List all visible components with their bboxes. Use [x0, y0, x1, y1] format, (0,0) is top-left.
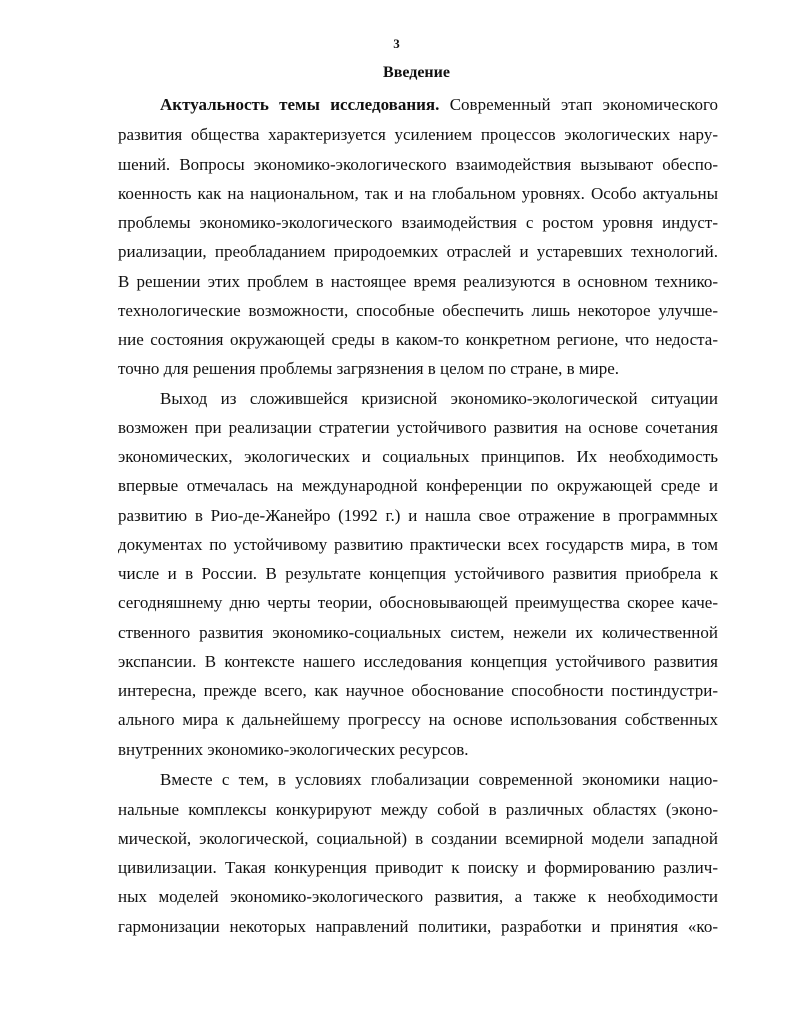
paragraph-3-line-5: ных моделей экономико-экологического развития, а также к необходимости [118, 887, 718, 906]
paragraph-2-line-7: числе и в России. В результате концепция устойчивого развития приобрела к [118, 564, 718, 583]
paragraph-2-line-11: интересна, прежде всего, как научное обоснование способности постиндустри- [118, 681, 718, 700]
paragraph-1-line-1 [160, 95, 718, 115]
paragraph-2-line-6: документах по устойчивому развитию практически всех государств мира, в том [118, 535, 718, 554]
paragraph-2-line-10: экспансии. В контексте нашего исследования концепция устойчивого развития [118, 652, 718, 671]
paragraph-1-line-8: технологические возможности, способные обеспечить лишь некоторое улучше- [118, 301, 718, 320]
paragraph-1-line-6: риализации, преобладанием природоемких отраслей и устаревших технологий. [118, 242, 718, 261]
paragraph-1-first-rest: Современный этап экономического [439, 95, 718, 114]
page-number: 3 [393, 36, 400, 51]
paragraph-1-line-7: В решении этих проблем в настоящее время реализуются в основном технико- [118, 272, 718, 291]
paragraph-1-line-10: точно для решения проблемы загрязнения в целом по стране, в мире. [118, 359, 620, 378]
paragraph-2-line-13: внутренних экономико-экологических ресурсов. [118, 740, 469, 759]
paragraph-1-line-9: ние состояния окружающей среды в каком-то конкретном регионе, что недоста- [118, 330, 718, 349]
paragraph-1-line-5: проблемы экономико-экологического взаимодействия с ростом уровня индуст- [118, 213, 718, 232]
paragraph-3-line-1: Вместе с тем, в условиях глобализации современной экономики нацио- [160, 770, 718, 789]
paragraph-1-line-4: коенность как на национальном, так и на глобальном уровнях. Особо актуальны [118, 184, 718, 203]
paragraph-3-line-4: цивилизации. Такая конкуренция приводит к поиску и формированию различ- [118, 858, 718, 877]
paragraph-3-line-3: мической, экологической, социальной) в создании всемирной модели западной [118, 829, 718, 848]
paragraph-2-line-4: впервые отмечалась на международной конференции по окружающей среде и [118, 476, 718, 495]
paragraph-1-bold-lead: Актуальность темы исследования. [160, 95, 440, 114]
paragraph-2-line-3: экономических, экологических и социальных принципов. Их необходимость [118, 447, 718, 466]
paragraph-1-line-2: развития общества характеризуется усилением процессов экологических нару- [118, 125, 718, 144]
paragraph-3-line-2: нальные комплексы конкурируют между собой в различных областях (эконо- [118, 800, 718, 819]
paragraph-2-line-2: возможен при реализации стратегии устойчивого развития на основе сочетания [118, 418, 718, 437]
paragraph-2-line-5: развитию в Рио-де-Жанейро (1992 г.) и нашла свое отражение в программных [118, 506, 718, 525]
paragraph-3-line-6: гармонизации некоторых направлений политики, разработки и принятия «ко- [118, 917, 718, 936]
paragraph-2-line-1: Выход из сложившейся кризисной экономико-экологической ситуации [160, 389, 718, 408]
paragraph-2-line-8: сегодняшнему дню черты теории, обосновывающей преимущества скорее каче- [118, 593, 718, 612]
section-heading: Введение [383, 64, 450, 81]
paragraph-1-line-3: шений. Вопросы экономико-экологического взаимодействия вызывают обеспо- [118, 155, 718, 174]
paragraph-2-line-9: ственного развития экономико-социальных систем, нежели их количественной [118, 623, 718, 642]
paragraph-2-line-12: ального мира к дальнейшему прогрессу на основе использования собственных [118, 710, 718, 729]
